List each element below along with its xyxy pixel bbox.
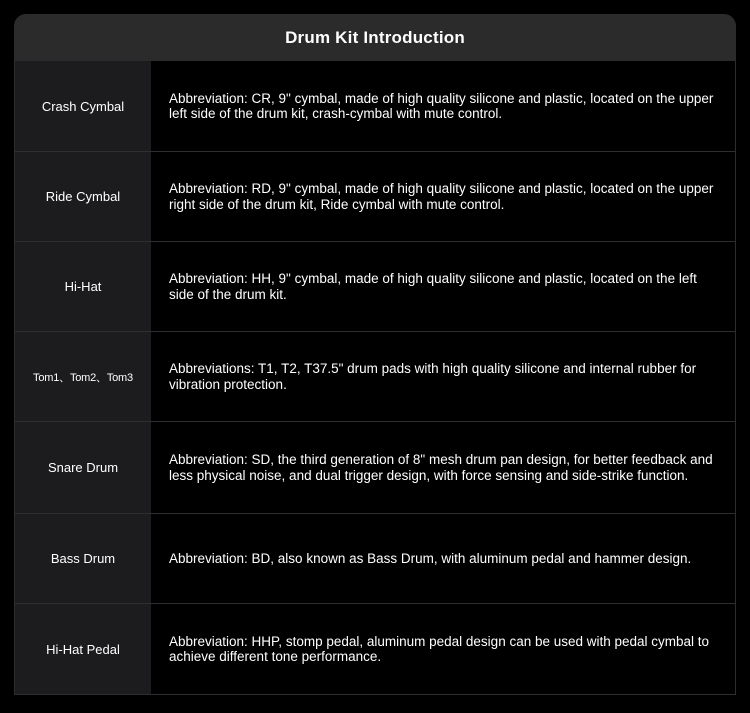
table-row-ride-cymbal [15, 151, 735, 241]
row-description-text: Abbreviation: CR, 9" cymbal, made of high quality silicone and plastic, located on the upper left side of the drum kit, crash-cymbal with mute control. [169, 90, 714, 121]
row-label: Snare Drum [15, 422, 151, 513]
table-row-bass-drum [15, 513, 735, 603]
row-description [151, 61, 735, 151]
row-description-text: Abbreviation: HH, 9" cymbal, made of high quality silicone and plastic, located on the left side of the drum kit. [169, 271, 697, 302]
card-header [14, 14, 736, 61]
table-row-toms [15, 331, 735, 421]
row-description [151, 422, 735, 513]
row-description [151, 152, 735, 241]
row-description [151, 242, 735, 331]
row-label: Tom1、Tom2、Tom3 [15, 332, 151, 421]
row-description [151, 604, 735, 694]
row-description-text: Abbreviations: T1, T2, T37.5" drum pads with high quality silicone and internal rubber for vibration protection. [169, 361, 697, 392]
row-description-text: Abbreviation: SD, the third generation of 8" mesh drum pan design, for better feedback and less physical noise, and dual trigger design, with force sensing and side-strike function. [169, 452, 713, 483]
table-row-snare-drum [15, 421, 735, 513]
row-label: Crash Cymbal [15, 61, 151, 151]
table-row-hi-hat-pedal [15, 603, 735, 694]
table-row-hi-hat [15, 241, 735, 331]
table-row-crash-cymbal [15, 61, 735, 151]
row-description-text: Abbreviation: HHP, stomp pedal, aluminum pedal design can be used with pedal cymbal to achieve different tone performance. [169, 633, 710, 664]
row-label: Ride Cymbal [15, 152, 151, 241]
page-title: Drum Kit Introduction [285, 27, 465, 47]
row-description-text: Abbreviation: BD, also known as Bass Drum, with aluminum pedal and hammer design. [169, 550, 692, 566]
intro-table [14, 61, 736, 695]
row-label: Hi-Hat Pedal [15, 604, 151, 694]
drum-kit-intro-card [14, 14, 736, 695]
row-label: Hi-Hat [15, 242, 151, 331]
row-label: Bass Drum [15, 514, 151, 603]
row-description-text: Abbreviation: RD, 9" cymbal, made of high quality silicone and plastic, located on the upper right side of the drum kit, Ride cymbal with mute control. [169, 181, 714, 212]
row-description [151, 514, 735, 603]
row-description [151, 332, 735, 421]
